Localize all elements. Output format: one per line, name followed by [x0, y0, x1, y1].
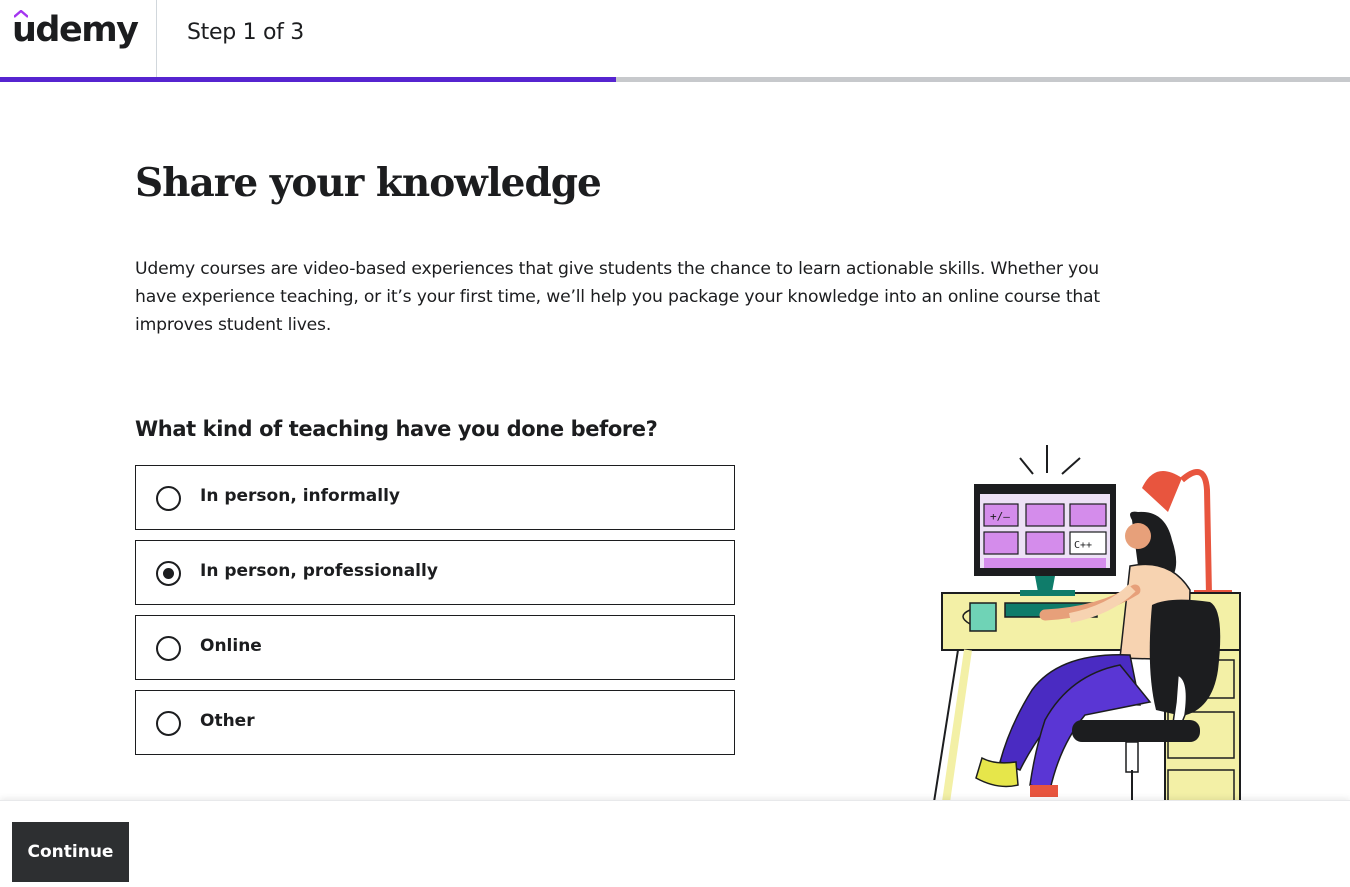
logo-text: udemy — [12, 10, 138, 50]
option-label: In person, informally — [200, 486, 401, 506]
radio-icon[interactable] — [156, 636, 181, 661]
step-indicator: Step 1 of 3 — [187, 20, 304, 45]
option-in-person-informally[interactable] — [135, 465, 735, 530]
option-label: Other — [200, 711, 255, 731]
option-other[interactable] — [135, 690, 735, 755]
option-in-person-professionally[interactable] — [135, 540, 735, 605]
option-label: Online — [200, 636, 262, 656]
udemy-logo[interactable] — [0, 0, 157, 77]
screen-label-cpp: C++ — [1074, 540, 1093, 551]
page-title: Share your knowledge — [135, 160, 601, 206]
teacher-at-desk-illustration — [920, 440, 1250, 802]
option-label: In person, professionally — [200, 561, 438, 581]
continue-button[interactable]: Continue — [12, 822, 129, 882]
option-online[interactable] — [135, 615, 735, 680]
top-header — [0, 0, 1350, 77]
question-heading: What kind of teaching have you done before? — [135, 417, 658, 441]
radio-icon[interactable] — [156, 711, 181, 736]
progress-bar-fill — [0, 77, 616, 82]
intro-paragraph: Udemy courses are video-based experiences that give students the chance to learn actionable skills. Whether you have experience teaching, or it’s your first time, we’ll help you package your knowledge into an online course that improves student lives. — [135, 259, 1100, 335]
radio-icon[interactable] — [156, 486, 181, 511]
progress-bar — [0, 77, 1350, 82]
radio-icon[interactable] — [156, 561, 181, 586]
screen-label-math: +/– — [990, 510, 1010, 523]
footer-bar — [0, 800, 1350, 887]
teaching-options — [135, 465, 735, 765]
